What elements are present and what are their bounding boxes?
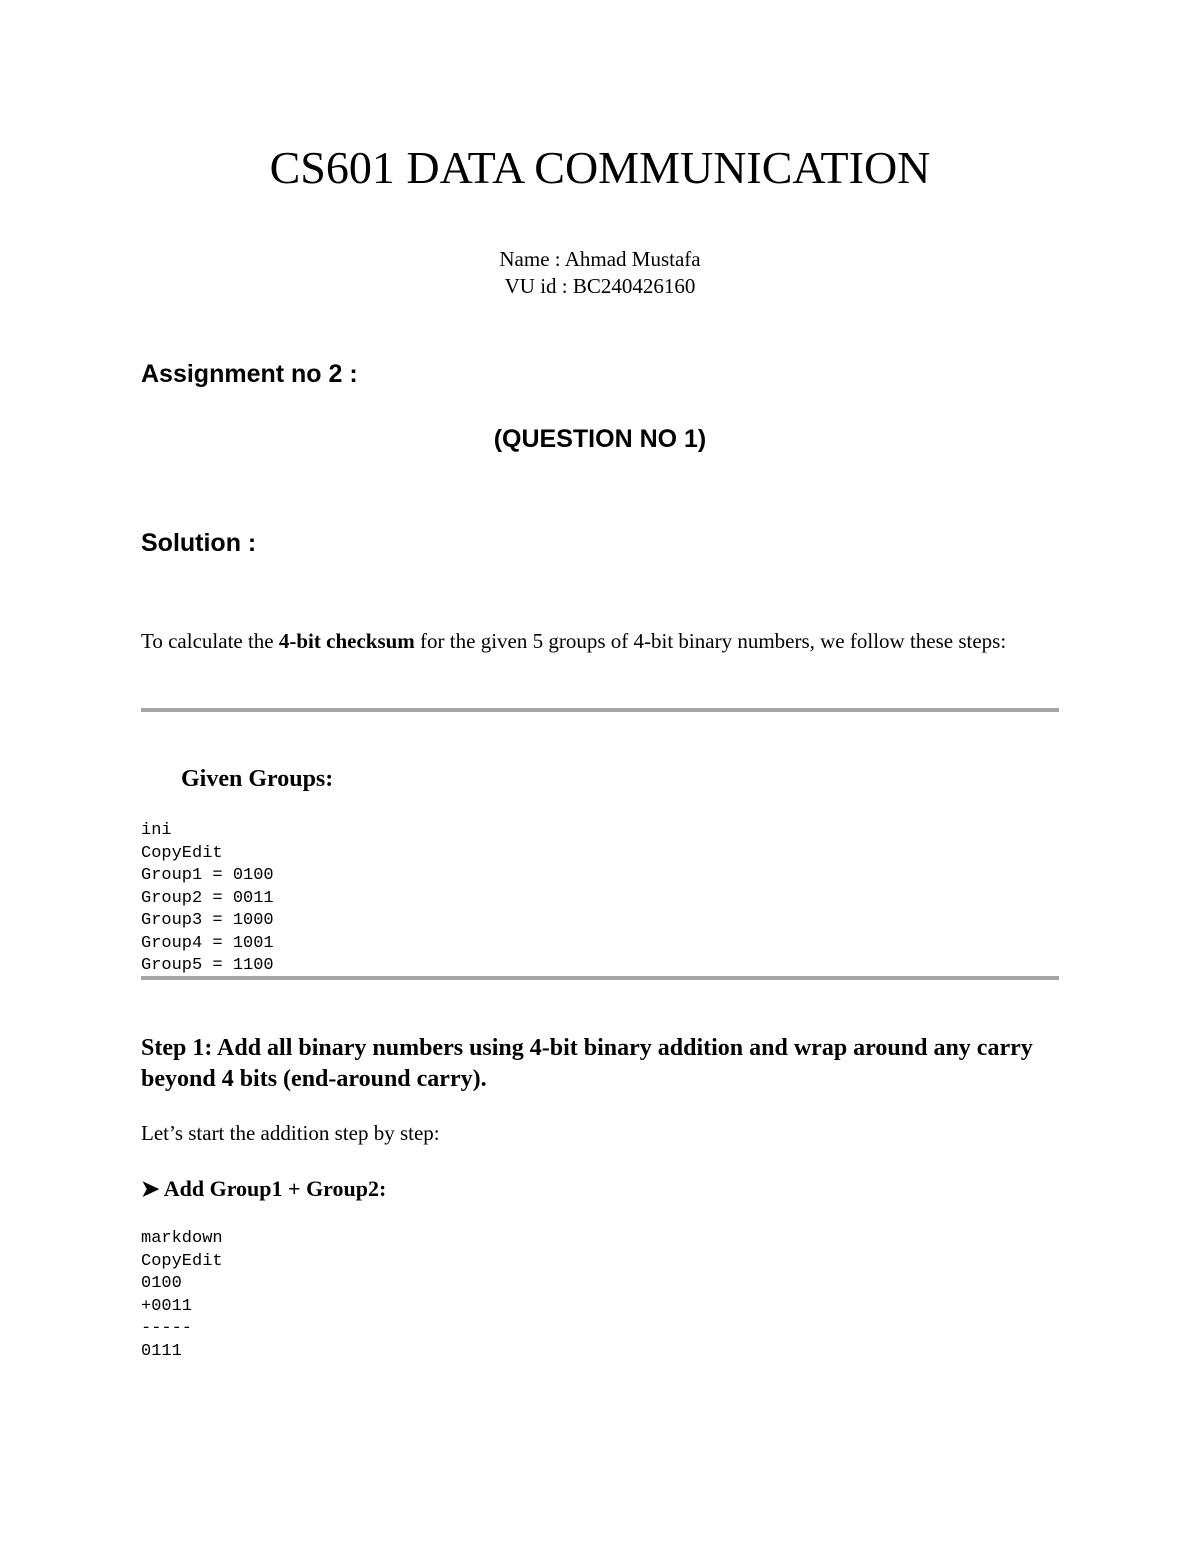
horizontal-rule [141, 976, 1059, 980]
copy-edit-label: CopyEdit [141, 843, 223, 863]
code-line-operand1: 0100 [141, 1274, 182, 1293]
code-line-result: 0111 [141, 1341, 182, 1361]
copy-edit-label: CopyEdit [141, 1251, 223, 1271]
code-line-group3: Group3 = 1000 [141, 911, 274, 930]
addition-code-block [141, 1228, 223, 1363]
add-group1-group2-heading: ➤ Add Group1 + Group2: [141, 1176, 387, 1201]
code-line-group5: Group5 = 1100 [141, 956, 274, 975]
step-intro-text: Let’s start the addition step by step: [141, 1121, 440, 1145]
horizontal-rule [141, 708, 1059, 712]
student-name: Name : Ahmad Mustafa [499, 247, 701, 271]
code-line-group2: Group2 = 0011 [141, 888, 274, 908]
student-vu-id: VU id : BC240426160 [504, 274, 696, 298]
step1-heading: Step 1: Add all binary numbers using 4-bit binary addition and wrap around any carry beyond 4 bits (end-around carry). [141, 1035, 1033, 1092]
code-language-label: ini [141, 821, 172, 840]
assignment-heading: Assignment no 2 : [141, 360, 358, 388]
intro-text-before: To calculate the [141, 629, 279, 653]
code-line-group1: Group1 = 0100 [141, 866, 274, 885]
intro-text-after: for the given 5 groups of 4-bit binary numbers, we follow these steps: [414, 629, 1007, 653]
intro-paragraph [141, 628, 1061, 655]
question-heading: (QUESTION NO 1) [493, 425, 707, 453]
code-language-label: markdown [141, 1229, 223, 1248]
code-line-operand2: +0011 [141, 1296, 193, 1316]
code-line-group4: Group4 = 1001 [141, 933, 274, 953]
code-line-separator: ----- [141, 1319, 193, 1338]
given-groups-heading: Given Groups: [181, 766, 334, 792]
document-title: CS601 DATA COMMUNICATION [269, 142, 931, 193]
intro-text-bold: 4-bit checksum [278, 629, 415, 653]
solution-heading: Solution : [141, 529, 257, 557]
given-groups-code-block [141, 820, 274, 978]
